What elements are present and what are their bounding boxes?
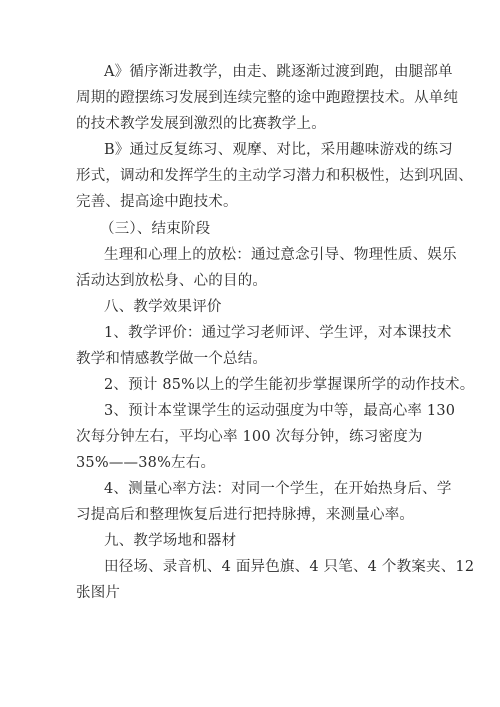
para-b-line-3: 完善、提高途中跑技术。 — [76, 194, 238, 210]
eval-4-line-1: 4、测量心率方法：对同一个学生，在开始热身后、学 — [104, 481, 452, 497]
para-a-line-3: 的技术教学发展到激烈的比赛教学上。 — [76, 116, 326, 132]
eval-3-line-2: 次每分钟左右，平均心率 100 次每分钟，练习密度为 — [76, 429, 423, 445]
para-b-line-2: 形式，调动和发挥学生的主动学习潜力和积极性，达到巩固、 — [76, 168, 473, 184]
section-eval-heading: 八、教学效果评价 — [104, 299, 222, 315]
relax-line-2: 活动达到放松身、心的目的。 — [76, 273, 268, 289]
eval-4-line-2: 习提高后和整理恢复后进行把持脉搏，来测量心率。 — [76, 507, 415, 523]
site-line-2: 张图片 — [76, 585, 121, 601]
para-b-line-1: B》通过反复练习、观摩、对比，采用趣味游戏的练习 — [104, 142, 453, 158]
site-line-1: 田径场、录音机、4 面异色旗、4 只笔、4 个教案夹、12 — [104, 559, 475, 575]
eval-1-line-1: 1、教学评价：通过学习老师评、学生评，对本课技术 — [104, 325, 452, 341]
section-site-heading: 九、教学场地和器材 — [104, 533, 237, 549]
relax-line-1: 生理和心理上的放松：通过意念引导、物理性质、娱乐 — [104, 247, 457, 263]
para-a-line-1: A》循序渐进教学，由走、跳逐渐过渡到跑，由腿部单 — [104, 64, 453, 80]
section-end-stage-heading: （三）、结束阶段 — [100, 221, 211, 237]
eval-3-line-3: 35%——38%左右。 — [76, 455, 216, 471]
eval-3-line-1: 3、预计本堂课学生的运动强度为中等，最高心率 130 — [104, 403, 456, 419]
eval-1-line-2: 教学和情感教学做一个总结。 — [76, 351, 268, 367]
para-a-line-2: 周期的蹬摆练习发展到连续完整的途中跑蹬摆技术。从单纯 — [76, 90, 459, 106]
eval-2-line-1: 2、预计 85%以上的学生能初步掌握课所学的动作技术。 — [104, 377, 475, 393]
